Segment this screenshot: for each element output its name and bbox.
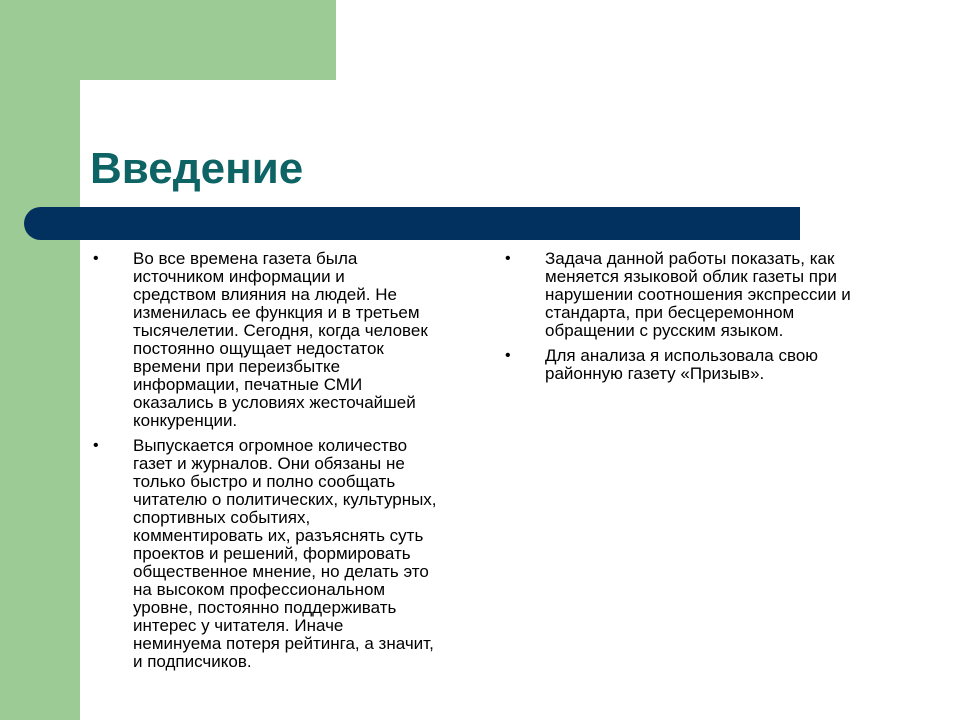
- green-accent-left: [0, 0, 80, 720]
- slide-title: Введение: [90, 144, 304, 193]
- list-item: [505, 347, 905, 383]
- right-column: [505, 250, 905, 390]
- title-underline-bar: [24, 207, 800, 240]
- list-item: [93, 250, 493, 430]
- bullet-icon: •: [93, 437, 99, 454]
- left-column: [93, 250, 493, 678]
- bullet-icon: •: [505, 250, 511, 267]
- list-item: [93, 437, 493, 671]
- bullet-text: Выпускается огромное количество газет и журналов. Они обязаны не только быстро и полно сообщать читателю о политических, культурных, спортивных событиях, комментировать их, разъяснять суть проектов и решений, формировать общественное мнение, но делать это на высоком профессиональном уровне, постоянно поддерживать интерес у читателя. Иначе неминуема потеря рейтинга, а значит, и подписчиков.: [133, 436, 437, 671]
- bullet-text: Для анализа я использовала свою районную газету «Призыв».: [545, 346, 819, 383]
- list-item: [505, 250, 905, 340]
- bullet-text: Задача данной работы показать, как меняется языковой облик газеты при нарушении соотношения экспрессии и стандарта, при бесцеремонном обращении с русским языком.: [545, 249, 851, 340]
- bullet-text: Во все времена газета была источником информации и средством влияния на людей. Не изменилась ее функция и в третьем тысячелетии. Сегодня, когда человек постоянно ощущает недостаток времени при переизбытке информации, печатные СМИ оказались в условиях жесточайшей конкуренции.: [133, 249, 428, 430]
- bullet-icon: •: [505, 347, 511, 364]
- bullet-icon: •: [93, 250, 99, 267]
